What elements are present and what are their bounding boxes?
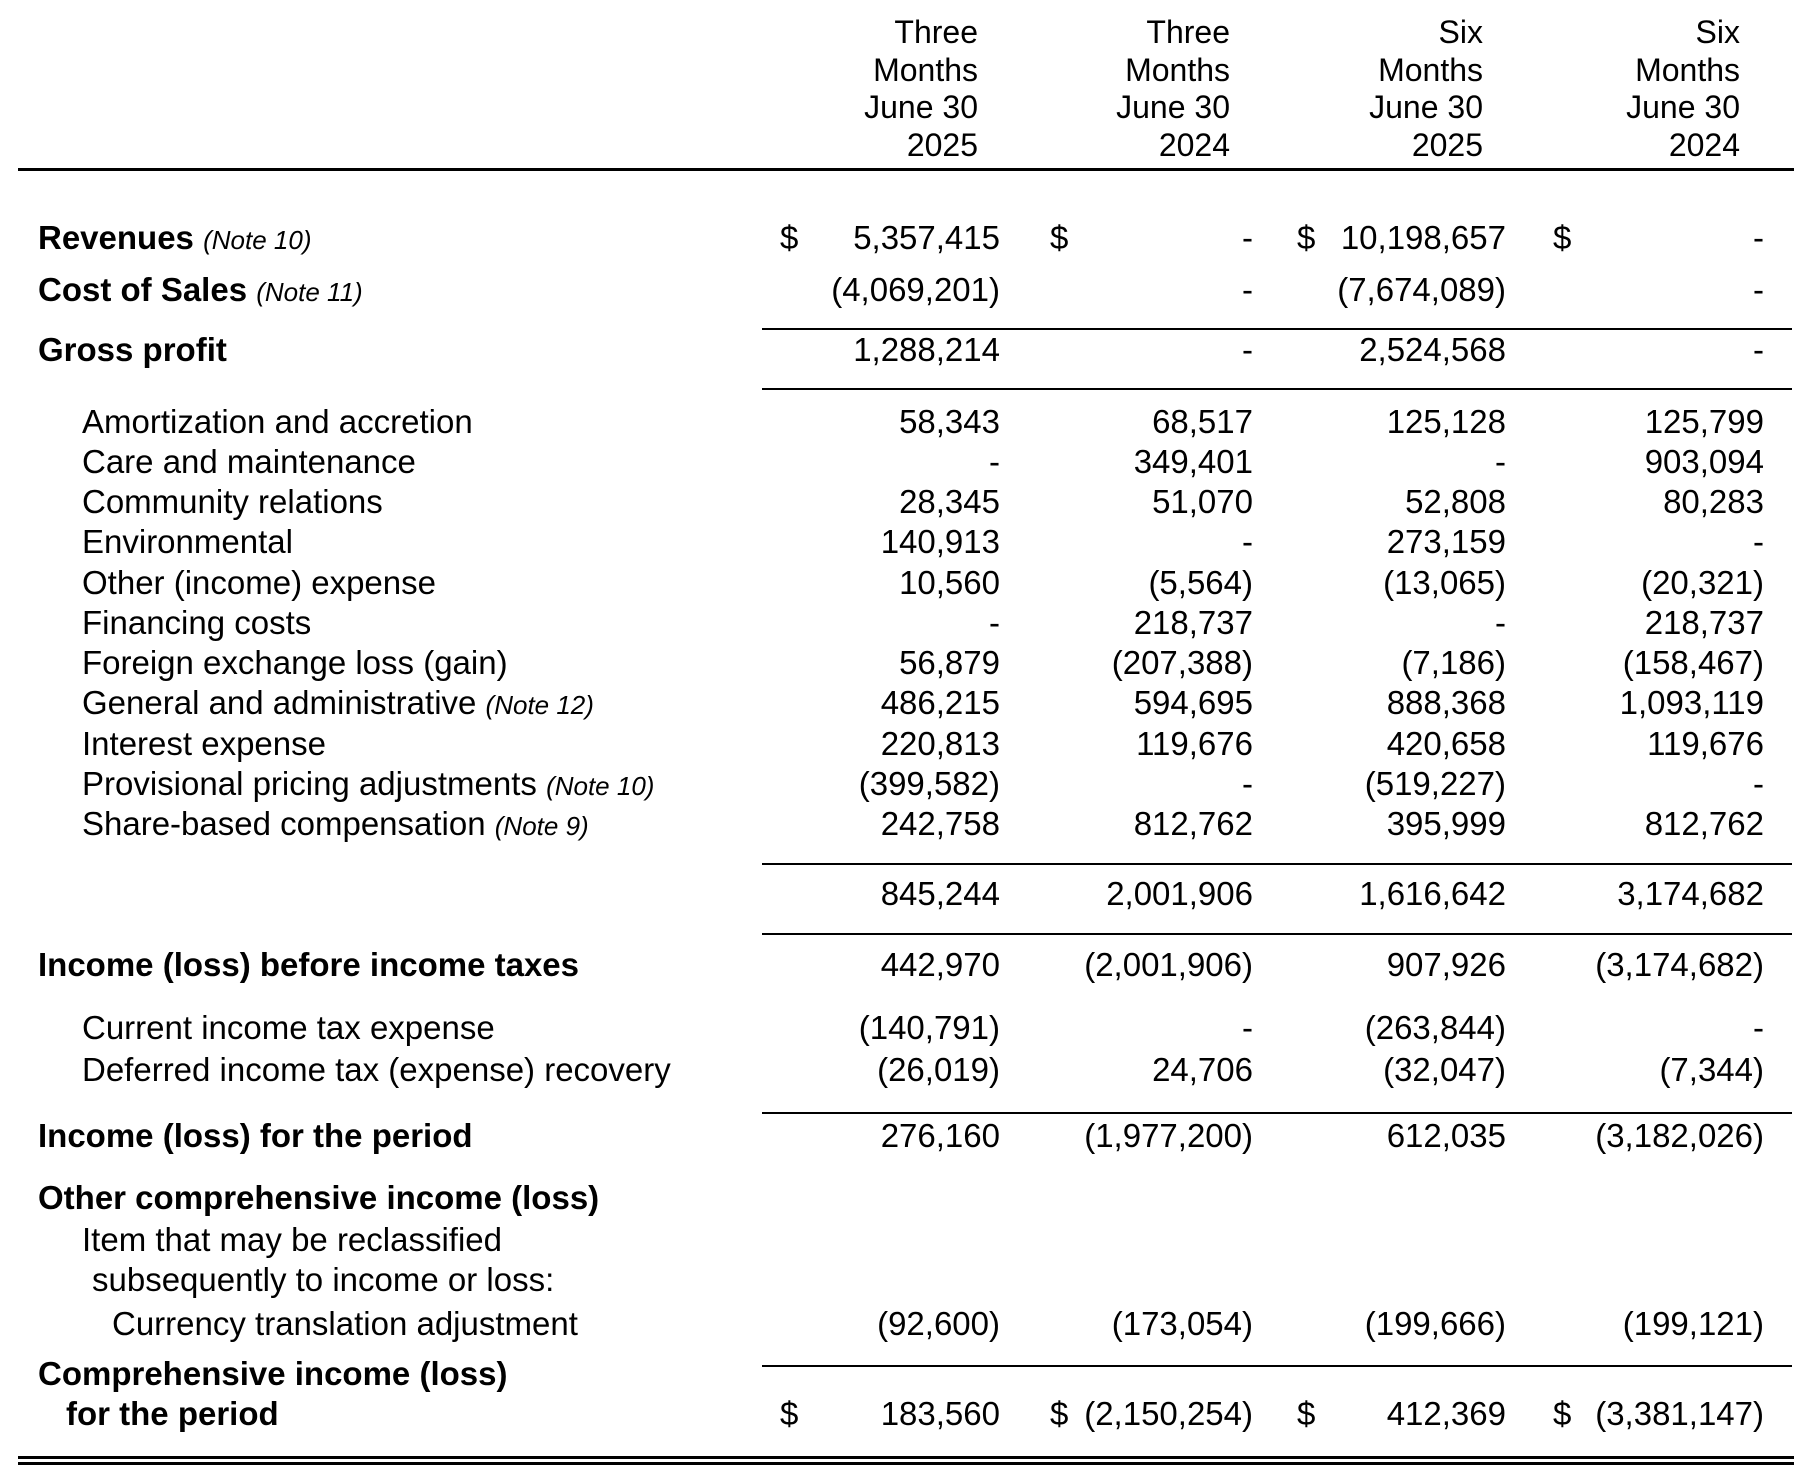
currency-symbol-comprehensive-line2-col3: $ — [1297, 1395, 1316, 1432]
row-label-text: General and administrative — [82, 684, 477, 721]
row-label-community-relations — [82, 482, 383, 522]
value-cell-environmental-col4: - — [1753, 523, 1764, 560]
value-cell-financing-costs-col4: 218,737 — [1644, 604, 1764, 641]
final-rule-2 — [18, 1462, 1794, 1465]
value-cell-foreign-exchange-col2: (207,388) — [1111, 644, 1253, 681]
value-cell-gross-profit-col3: 2,524,568 — [1359, 331, 1506, 368]
column-header-line1: Three — [1146, 14, 1230, 50]
value-cell-current-tax-col1: (140,791) — [858, 1009, 1000, 1046]
column-header-line2: Months — [873, 51, 978, 88]
currency-symbol-comprehensive-line2-col2: $ — [1050, 1395, 1069, 1432]
value-cell-deferred-tax-col3: (32,047) — [1383, 1051, 1506, 1088]
value-cell-other-income-expense-col4: (20,321) — [1641, 564, 1764, 601]
row-label-text: Comprehensive income (loss) — [38, 1355, 508, 1392]
value-cell-provisional-pricing-col3: (519,227) — [1364, 765, 1506, 802]
value-cell-share-based-comp-col1: 242,758 — [880, 805, 1000, 842]
value-cell-gross-profit-col2: - — [1242, 331, 1253, 368]
value-cell-amortization-col2: 68,517 — [1152, 403, 1253, 440]
value-cell-deferred-tax-col2: 24,706 — [1152, 1051, 1253, 1088]
row-label-income-for-period — [38, 1116, 473, 1156]
row-label-text: Income (loss) for the period — [38, 1117, 473, 1154]
row-label-oci-heading — [38, 1178, 599, 1218]
value-cell-general-admin-col4: 1,093,119 — [1619, 684, 1764, 721]
value-cell-revenues-col3: 10,198,657 — [1340, 219, 1506, 256]
value-cell-interest-expense-col3: 420,658 — [1386, 725, 1506, 762]
value-cell-revenues-col1: 5,357,415 — [853, 219, 1000, 256]
row-label-text: Other (income) expense — [82, 564, 436, 601]
value-cell-community-relations-col2: 51,070 — [1152, 483, 1253, 520]
row-label-environmental — [82, 522, 293, 562]
tax-rule — [762, 1112, 1792, 1114]
currency-translation-rule — [762, 1365, 1792, 1367]
value-cell-amortization-col4: 125,799 — [1644, 403, 1764, 440]
value-cell-interest-expense-col1: 220,813 — [880, 725, 1000, 762]
currency-symbol-comprehensive-line2-col4: $ — [1553, 1395, 1572, 1432]
value-cell-share-based-comp-col4: 812,762 — [1644, 805, 1764, 842]
column-header-line4: 2024 — [1668, 126, 1740, 163]
row-label-text: Income (loss) before income taxes — [38, 946, 580, 983]
currency-symbol-revenues-col1: $ — [780, 219, 799, 256]
value-cell-provisional-pricing-col2: - — [1242, 765, 1253, 802]
value-cell-cost-of-sales-col3: (7,674,089) — [1337, 271, 1506, 308]
row-label-gross-profit — [38, 330, 227, 370]
currency-symbol-revenues-col4: $ — [1553, 219, 1572, 256]
column-header-line3: June 30 — [1369, 89, 1483, 125]
value-cell-comprehensive-line2-col4: (3,381,147) — [1595, 1395, 1764, 1432]
row-label-amortization — [82, 402, 473, 442]
row-label-text: Foreign exchange loss (gain) — [82, 644, 508, 681]
column-header-4 — [1480, 14, 1740, 164]
value-cell-revenues-col2: - — [1242, 219, 1253, 256]
value-cell-community-relations-col1: 28,345 — [899, 483, 1000, 520]
value-cell-foreign-exchange-col4: (158,467) — [1622, 644, 1764, 681]
row-label-text: Share-based compensation — [82, 805, 486, 842]
value-cell-general-admin-col2: 594,695 — [1133, 684, 1253, 721]
row-label-share-based-comp — [82, 804, 589, 846]
row-label-text: Provisional pricing adjustments — [82, 765, 537, 802]
value-cell-cost-of-sales-col1: (4,069,201) — [831, 271, 1000, 308]
row-label-current-tax — [82, 1008, 495, 1048]
row-label-comprehensive-line1 — [38, 1354, 507, 1394]
column-header-3 — [1223, 14, 1483, 164]
column-header-line2: Months — [1125, 51, 1230, 88]
row-label-text: Currency translation adjustment — [112, 1305, 578, 1342]
value-cell-financing-costs-col1: - — [989, 604, 1000, 641]
value-cell-care-maintenance-col2: 349,401 — [1133, 443, 1253, 480]
row-label-interest-expense — [82, 724, 326, 764]
value-cell-income-before-taxes-col1: 442,970 — [880, 946, 1000, 983]
value-cell-income-for-period-col3: 612,035 — [1386, 1117, 1506, 1154]
row-label-provisional-pricing — [82, 764, 654, 806]
value-cell-currency-translation-col3: (199,666) — [1364, 1305, 1506, 1342]
column-header-line3: June 30 — [1116, 89, 1230, 125]
expenses-rule — [762, 863, 1792, 865]
value-cell-care-maintenance-col4: 903,094 — [1644, 443, 1764, 480]
value-cell-comprehensive-line2-col2: (2,150,254) — [1084, 1395, 1253, 1432]
value-cell-expenses-total-col4: 3,174,682 — [1617, 875, 1764, 912]
value-cell-general-admin-col1: 486,215 — [880, 684, 1000, 721]
row-label-revenues — [38, 218, 311, 260]
value-cell-comprehensive-line2-col1: 183,560 — [880, 1395, 1000, 1432]
value-cell-environmental-col2: - — [1242, 523, 1253, 560]
value-cell-environmental-col3: 273,159 — [1386, 523, 1506, 560]
value-cell-interest-expense-col2: 119,676 — [1136, 725, 1253, 762]
row-label-text: Amortization and accretion — [82, 403, 473, 440]
row-label-reclass-line1 — [82, 1220, 502, 1260]
value-cell-other-income-expense-col3: (13,065) — [1383, 564, 1506, 601]
row-label-text: Revenues — [38, 219, 194, 256]
value-cell-revenues-col4: - — [1753, 219, 1764, 256]
value-cell-interest-expense-col4: 119,676 — [1647, 725, 1764, 762]
row-label-text: Other comprehensive income (loss) — [38, 1179, 600, 1216]
value-cell-comprehensive-line2-col3: 412,369 — [1386, 1395, 1506, 1432]
column-header-line1: Six — [1695, 14, 1740, 50]
value-cell-environmental-col1: 140,913 — [880, 523, 1000, 560]
row-label-deferred-tax — [82, 1050, 671, 1090]
row-label-comprehensive-line2 — [66, 1394, 279, 1434]
row-label-currency-translation — [112, 1304, 578, 1344]
value-cell-amortization-col1: 58,343 — [899, 403, 1000, 440]
row-label-text: Environmental — [82, 523, 293, 560]
value-cell-foreign-exchange-col3: (7,186) — [1401, 644, 1506, 681]
value-cell-financing-costs-col2: 218,737 — [1133, 604, 1253, 641]
value-cell-cost-of-sales-col2: - — [1242, 271, 1253, 308]
column-header-line4: 2025 — [906, 126, 978, 163]
value-cell-income-for-period-col4: (3,182,026) — [1595, 1117, 1764, 1154]
row-note: (Note 10) — [546, 771, 655, 801]
value-cell-deferred-tax-col4: (7,344) — [1659, 1051, 1764, 1088]
value-cell-currency-translation-col2: (173,054) — [1111, 1305, 1253, 1342]
value-cell-provisional-pricing-col4: - — [1753, 765, 1764, 802]
column-header-line3: June 30 — [1626, 89, 1740, 125]
value-cell-expenses-total-col1: 845,244 — [880, 875, 1000, 912]
row-label-text: Interest expense — [82, 725, 326, 762]
row-label-cost-of-sales — [38, 270, 363, 312]
row-label-income-before-taxes — [38, 945, 579, 985]
row-label-text: for the period — [66, 1395, 279, 1432]
value-cell-general-admin-col3: 888,368 — [1386, 684, 1506, 721]
value-cell-care-maintenance-col3: - — [1495, 443, 1506, 480]
row-label-text: Current income tax expense — [82, 1009, 495, 1046]
column-header-2 — [970, 14, 1230, 164]
row-label-text: Care and maintenance — [82, 443, 416, 480]
value-cell-community-relations-col3: 52,808 — [1405, 483, 1506, 520]
row-label-text: Cost of Sales — [38, 271, 248, 308]
column-header-line3: June 30 — [864, 89, 978, 125]
value-cell-current-tax-col3: (263,844) — [1364, 1009, 1506, 1046]
currency-symbol-comprehensive-line2-col1: $ — [780, 1395, 799, 1432]
row-label-care-maintenance — [82, 442, 416, 482]
row-label-text: Financing costs — [82, 604, 312, 641]
row-label-text: Gross profit — [38, 331, 227, 368]
value-cell-gross-profit-col4: - — [1753, 331, 1764, 368]
value-cell-foreign-exchange-col1: 56,879 — [899, 644, 1000, 681]
value-cell-expenses-total-col2: 2,001,906 — [1106, 875, 1253, 912]
value-cell-currency-translation-col1: (92,600) — [877, 1305, 1000, 1342]
header-rule — [18, 168, 1794, 171]
currency-symbol-revenues-col2: $ — [1050, 219, 1069, 256]
value-cell-cost-of-sales-col4: - — [1753, 271, 1764, 308]
value-cell-deferred-tax-col1: (26,019) — [877, 1051, 1000, 1088]
currency-symbol-revenues-col3: $ — [1297, 219, 1316, 256]
value-cell-community-relations-col4: 80,283 — [1663, 483, 1764, 520]
value-cell-financing-costs-col3: - — [1495, 604, 1506, 641]
row-note: (Note 10) — [203, 225, 312, 255]
row-note: (Note 11) — [256, 277, 363, 307]
row-label-text: Community relations — [82, 483, 383, 520]
row-label-text: Deferred income tax (expense) recovery — [82, 1051, 671, 1088]
value-cell-income-before-taxes-col3: 907,926 — [1386, 946, 1506, 983]
row-label-other-income-expense — [82, 563, 436, 603]
column-header-1 — [718, 14, 978, 164]
column-header-line4: 2025 — [1411, 126, 1483, 163]
column-header-line1: Six — [1438, 14, 1483, 50]
value-cell-income-for-period-col2: (1,977,200) — [1084, 1117, 1253, 1154]
value-cell-care-maintenance-col1: - — [989, 443, 1000, 480]
value-cell-currency-translation-col4: (199,121) — [1622, 1305, 1764, 1342]
column-header-line2: Months — [1378, 51, 1483, 88]
value-cell-share-based-comp-col2: 812,762 — [1133, 805, 1253, 842]
value-cell-share-based-comp-col3: 395,999 — [1386, 805, 1506, 842]
expenses-total-rule — [762, 933, 1792, 935]
value-cell-provisional-pricing-col1: (399,582) — [858, 765, 1000, 802]
value-cell-income-before-taxes-col4: (3,174,682) — [1595, 946, 1764, 983]
row-label-foreign-exchange — [82, 643, 508, 683]
value-cell-current-tax-col4: - — [1753, 1009, 1764, 1046]
value-cell-expenses-total-col3: 1,616,642 — [1359, 875, 1506, 912]
row-note: (Note 9) — [494, 811, 589, 841]
column-header-line4: 2024 — [1158, 126, 1230, 163]
row-note: (Note 12) — [485, 690, 594, 720]
row-label-text: Item that may be reclassified — [82, 1221, 503, 1258]
row-label-general-admin — [82, 683, 594, 725]
row-label-financing-costs — [82, 603, 311, 643]
value-cell-current-tax-col2: - — [1242, 1009, 1253, 1046]
row-label-text: subsequently to income or loss: — [92, 1261, 555, 1298]
column-header-line1: Three — [894, 14, 978, 50]
value-cell-gross-profit-col1: 1,288,214 — [853, 331, 1000, 368]
value-cell-income-for-period-col1: 276,160 — [880, 1117, 1000, 1154]
column-header-line2: Months — [1635, 51, 1740, 88]
value-cell-amortization-col3: 125,128 — [1386, 403, 1506, 440]
row-label-reclass-line2 — [92, 1260, 554, 1300]
value-cell-income-before-taxes-col2: (2,001,906) — [1084, 946, 1253, 983]
gross-profit-rule — [762, 388, 1792, 390]
value-cell-other-income-expense-col2: (5,564) — [1148, 564, 1253, 601]
value-cell-other-income-expense-col1: 10,560 — [899, 564, 1000, 601]
final-rule-1 — [18, 1456, 1794, 1459]
